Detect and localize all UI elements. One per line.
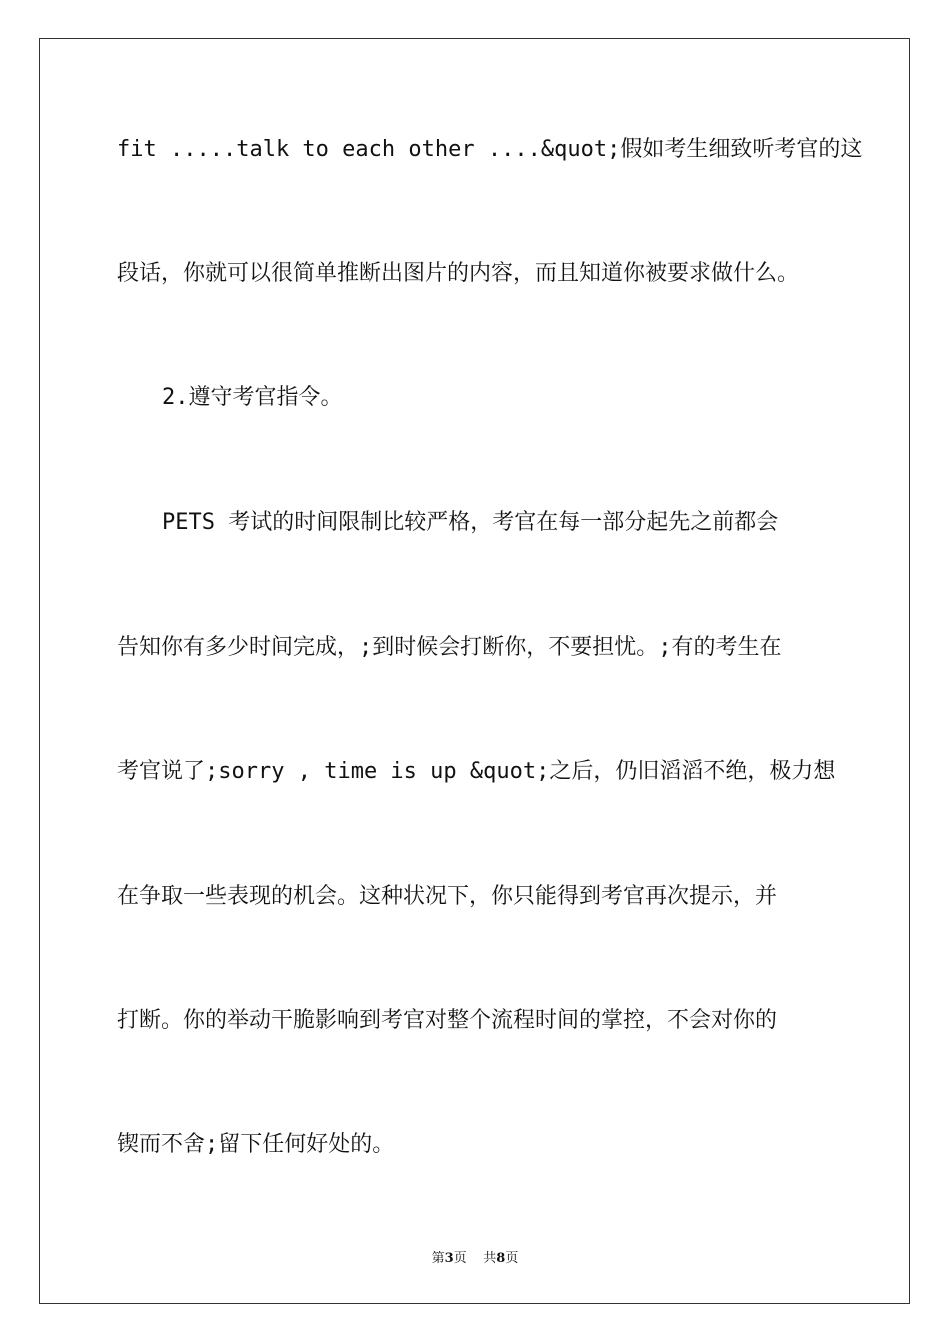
text-line-6: 考官说了;sorry , time is up &quot;之后，仍旧滔滔不绝，极力想 [117, 759, 836, 784]
text-line-1: fit .....talk to each other ....&quot;假如考生细致听考官的这 [117, 137, 863, 162]
page-border [39, 38, 910, 1304]
text-line-4: PETS 考试的时间限制比较严格，考官在每一部分起先之前都会 [162, 510, 779, 535]
current-page-number: 3 [444, 1251, 454, 1266]
text-line-5: 告知你有多少时间完成，;到时候会打断你，不要担忧。;有的考生在 [117, 635, 782, 660]
text-line-8: 打断。你的举动干脆影响到考官对整个流程时间的掌控，不会对你的 [117, 1008, 778, 1033]
text-line-7: 在争取一些表现的机会。这种状况下，你只能得到考官再次提示，并 [117, 884, 778, 909]
page-suffix: 页 [453, 1251, 467, 1266]
total-suffix: 页 [505, 1251, 519, 1266]
text-line-2: 段话，你就可以很简单推断出图片的内容，而且知道你被要求做什么。 [117, 261, 800, 286]
text-line-3-heading: 2.遵守考官指令。 [162, 385, 343, 410]
page-footer [0, 1247, 950, 1266]
text-line-9: 锲而不舍;留下任何好处的。 [117, 1132, 395, 1157]
total-prefix: 共 [483, 1251, 497, 1266]
page-prefix: 第 [431, 1251, 445, 1266]
total-page-count: 8 [496, 1251, 506, 1266]
